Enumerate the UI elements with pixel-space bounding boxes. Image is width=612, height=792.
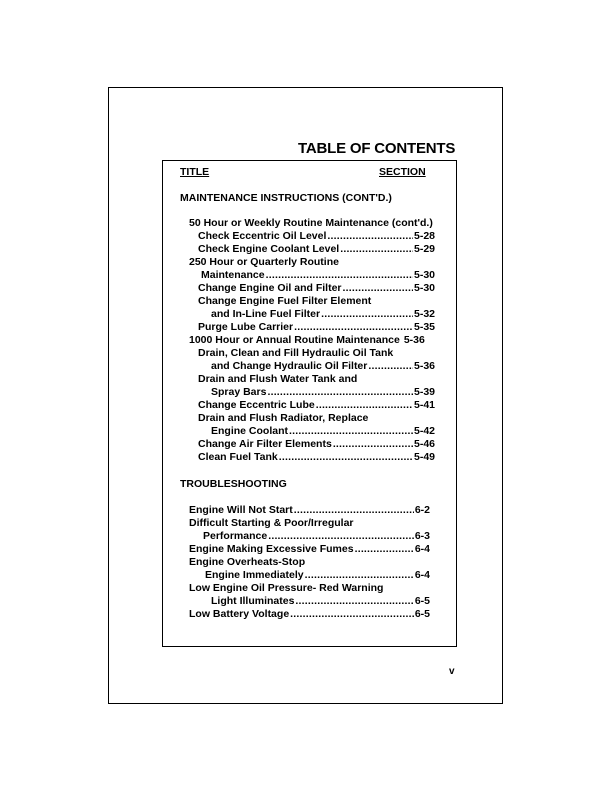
leader-dots	[305, 569, 414, 581]
toc-entry[interactable]: Engine Will Not Start ..... 6-2	[189, 504, 430, 516]
leader-dots	[268, 530, 414, 542]
toc-heading: TABLE OF CONTENTS	[298, 140, 456, 157]
toc-entry[interactable]: Change Engine Fuel Filter Element	[198, 295, 372, 307]
leader-dots	[316, 399, 413, 411]
toc-entry[interactable]: Engine Making Excessive Fumes ..... 6-4	[189, 543, 430, 555]
column-section-header: SECTION	[379, 166, 426, 178]
toc-entry[interactable]: Change Engine Oil and Filter ..... 5-30	[198, 282, 435, 294]
leader-dots	[289, 425, 413, 437]
toc-entry[interactable]: 50 Hour or Weekly Routine Maintenance (cont'd.)	[189, 217, 433, 229]
toc-entry[interactable]: Drain and Flush Radiator, Replace	[198, 412, 369, 424]
toc-entry[interactable]: and Change Hydraulic Oil Filter ..... 5-36	[211, 360, 435, 372]
toc-entry[interactable]: Purge Lube Carrier ..... 5-35	[198, 321, 435, 333]
toc-entry[interactable]: Engine Overheats-Stop	[189, 556, 306, 568]
toc-entry[interactable]: Drain, Clean and Fill Hydraulic Oil Tank	[198, 347, 394, 359]
leader-dots	[290, 608, 414, 620]
leader-dots	[355, 543, 414, 555]
leader-dots	[279, 451, 413, 463]
toc-entry[interactable]: Clean Fuel Tank ..... 5-49	[198, 451, 435, 463]
leader-dots	[294, 321, 413, 333]
leader-dots	[266, 269, 413, 281]
leader-dots	[333, 438, 413, 450]
leader-dots	[327, 230, 413, 242]
leader-dots	[343, 282, 413, 294]
troubleshooting-heading: TROUBLESHOOTING	[180, 478, 287, 490]
toc-entry[interactable]: Low Battery Voltage ..... 6-5	[189, 608, 430, 620]
toc-entry[interactable]: Low Engine Oil Pressure- Red Warning	[189, 582, 384, 594]
toc-entry[interactable]: 1000 Hour or Annual Routine Maintenance 5-36	[189, 334, 425, 346]
toc-entry[interactable]: Light Illuminates ..... 6-5	[211, 595, 430, 607]
leader-dots	[340, 243, 413, 255]
toc-entry[interactable]: 250 Hour or Quarterly Routine	[189, 256, 339, 268]
maintenance-heading: MAINTENANCE INSTRUCTIONS (CONT'D.)	[180, 192, 392, 204]
toc-entry[interactable]: Check Engine Coolant Level ..... 5-29	[198, 243, 435, 255]
toc-entry[interactable]: and In-Line Fuel Filter ..... 5-32	[211, 308, 435, 320]
page-number: v	[449, 666, 455, 677]
leader-dots	[294, 504, 414, 516]
toc-entry[interactable]: Engine Coolant ..... 5-42	[211, 425, 435, 437]
column-title-header: TITLE	[180, 166, 210, 178]
toc-entry[interactable]: Engine Immediately ..... 6-4	[205, 569, 430, 581]
leader-dots	[368, 360, 413, 372]
leader-dots	[295, 595, 413, 607]
leader-dots	[267, 386, 413, 398]
leader-dots	[321, 308, 413, 320]
toc-entry[interactable]: Maintenance ..... 5-30	[201, 269, 435, 281]
toc-entry[interactable]: Change Eccentric Lube ..... 5-41	[198, 399, 435, 411]
toc-entry[interactable]: Difficult Starting & Poor/Irregular	[189, 517, 354, 529]
toc-entry[interactable]: Drain and Flush Water Tank and	[198, 373, 358, 385]
toc-entry[interactable]: Performance ..... 6-3	[203, 530, 430, 542]
toc-entry[interactable]: Spray Bars ..... 5-39	[211, 386, 435, 398]
toc-entry[interactable]: Change Air Filter Elements ..... 5-46	[198, 438, 435, 450]
toc-entry[interactable]: Check Eccentric Oil Level ..... 5-28	[198, 230, 435, 242]
